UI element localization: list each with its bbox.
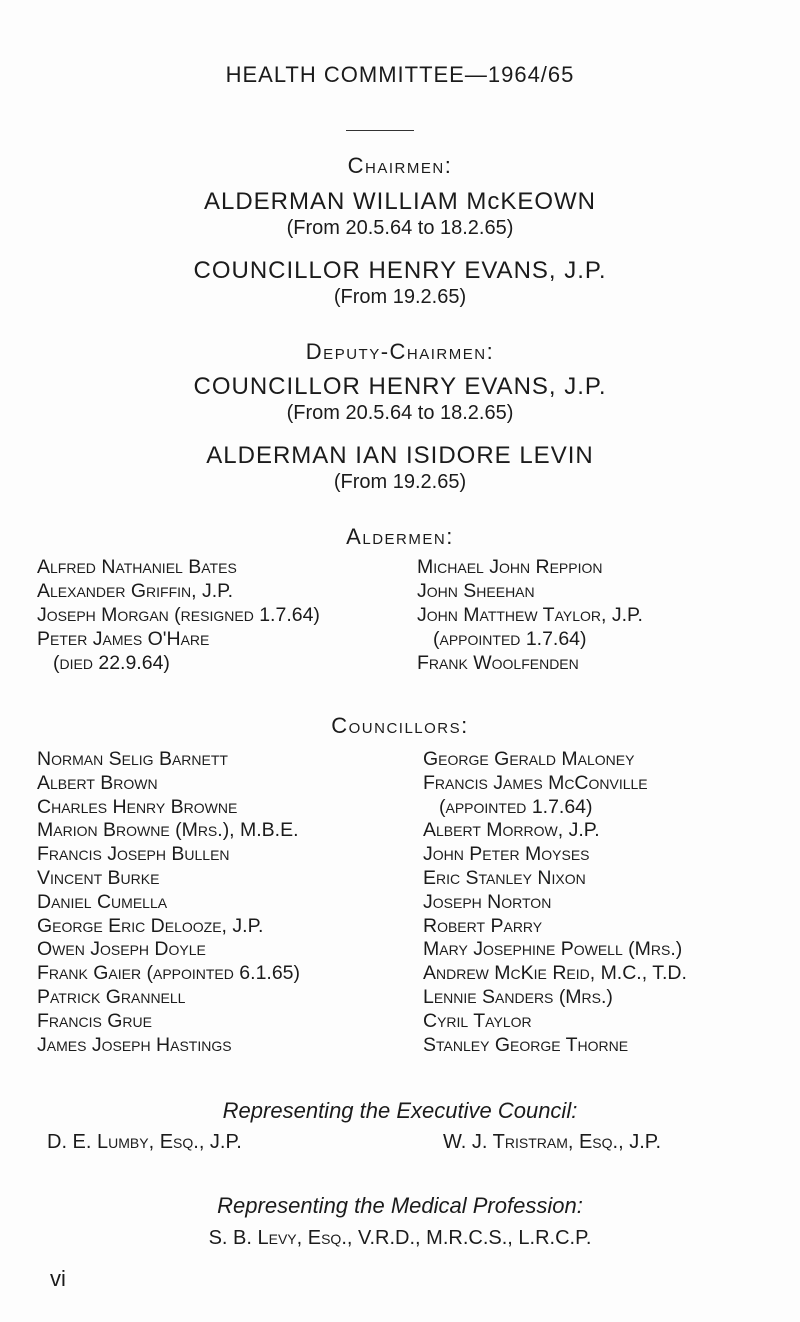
executive-council-heading: Representing the Executive Council:: [222, 1098, 578, 1123]
list-item: Daniel Cumella: [37, 890, 168, 913]
list-item: Alfred Nathaniel Bates: [37, 556, 237, 578]
chairman-2-period: (From 19.2.65): [333, 286, 467, 308]
deputy-chairman-1-period: (From 20.5.64 to 18.2.65): [286, 402, 514, 424]
list-item: Owen Joseph Doyle: [37, 938, 206, 961]
list-item: (appointed 1.7.64): [439, 795, 593, 818]
list-item: Michael John Reppion: [417, 556, 603, 578]
deputy-chairman-2-name: ALDERMAN IAN ISIDORE LEVIN: [206, 442, 594, 469]
list-item: Lennie Sanders (Mrs.): [423, 985, 613, 1008]
list-item: Norman Selig Barnett: [37, 748, 228, 770]
list-item: John Peter Moyses: [423, 843, 590, 866]
chairmen-heading: Chairmen:: [347, 153, 453, 178]
deputy-chairmen-heading: Deputy-Chairmen:: [305, 339, 495, 364]
list-item: Marion Browne (Mrs.), M.B.E.: [37, 819, 299, 842]
councillors-left-column: [37, 748, 300, 1057]
list-item: George Eric Delooze, J.P.: [37, 914, 264, 937]
title-divider: [346, 130, 414, 131]
list-item: John Matthew Taylor, J.P.: [417, 604, 643, 626]
executive-rep-right: W. J. Tristram, Esq., J.P.: [443, 1131, 662, 1153]
aldermen-heading: Aldermen:: [346, 524, 454, 549]
list-item: Patrick Grannell: [37, 985, 186, 1008]
aldermen-left-column: [37, 555, 320, 675]
list-item: Francis Joseph Bullen: [37, 843, 230, 866]
list-item: Alexander Griffin, J.P.: [37, 580, 234, 602]
list-item: Cyril Taylor: [423, 1009, 532, 1032]
list-item: Albert Brown: [37, 771, 158, 794]
chairman-1-name: ALDERMAN WILLIAM McKEOWN: [203, 188, 597, 215]
list-item: (appointed 1.7.64): [433, 628, 587, 650]
page-title: HEALTH COMMITTEE—1964/65: [225, 62, 575, 87]
list-item: Robert Parry: [423, 914, 543, 937]
list-item: Stanley George Thorne: [423, 1033, 629, 1056]
list-item: Joseph Norton: [423, 890, 552, 913]
councillors-right-column: [423, 748, 687, 1057]
list-item: Frank Woolfenden: [417, 652, 579, 674]
medical-profession-heading: Representing the Medical Profession:: [217, 1193, 583, 1218]
chairman-1-period: (From 20.5.64 to 18.2.65): [286, 217, 514, 239]
executive-rep-left: D. E. Lumby, Esq., J.P.: [47, 1131, 242, 1153]
deputy-chairman-1-name: COUNCILLOR HENRY EVANS, J.P.: [193, 373, 607, 400]
councillors-heading: Councillors:: [331, 713, 469, 738]
list-item: Francis James McConville: [423, 771, 648, 794]
deputy-chairman-2-period: (From 19.2.65): [333, 471, 467, 493]
list-item: James Joseph Hastings: [37, 1033, 232, 1056]
list-item: Eric Stanley Nixon: [423, 866, 586, 889]
chairman-2-name: COUNCILLOR HENRY EVANS, J.P.: [193, 257, 607, 284]
list-item: John Sheehan: [417, 580, 535, 602]
page-number: vi: [50, 1266, 66, 1291]
list-item: Joseph Morgan (resigned 1.7.64): [37, 604, 320, 626]
list-item: Mary Josephine Powell (Mrs.): [423, 938, 683, 961]
list-item: Frank Gaier (appointed 6.1.65): [37, 962, 301, 985]
list-item: Albert Morrow, J.P.: [423, 819, 600, 842]
list-item: (died 22.9.64): [53, 652, 170, 674]
list-item: Charles Henry Browne: [37, 795, 238, 818]
aldermen-right-column: [417, 555, 643, 675]
list-item: George Gerald Maloney: [423, 748, 635, 770]
list-item: Francis Grue: [37, 1009, 152, 1032]
list-item: Vincent Burke: [37, 866, 160, 889]
list-item: Andrew McKie Reid, M.C., T.D.: [423, 962, 687, 985]
medical-rep: S. B. Levy, Esq., V.R.D., M.R.C.S., L.R.C.P.: [208, 1227, 592, 1249]
list-item: Peter James O'Hare: [37, 628, 210, 650]
